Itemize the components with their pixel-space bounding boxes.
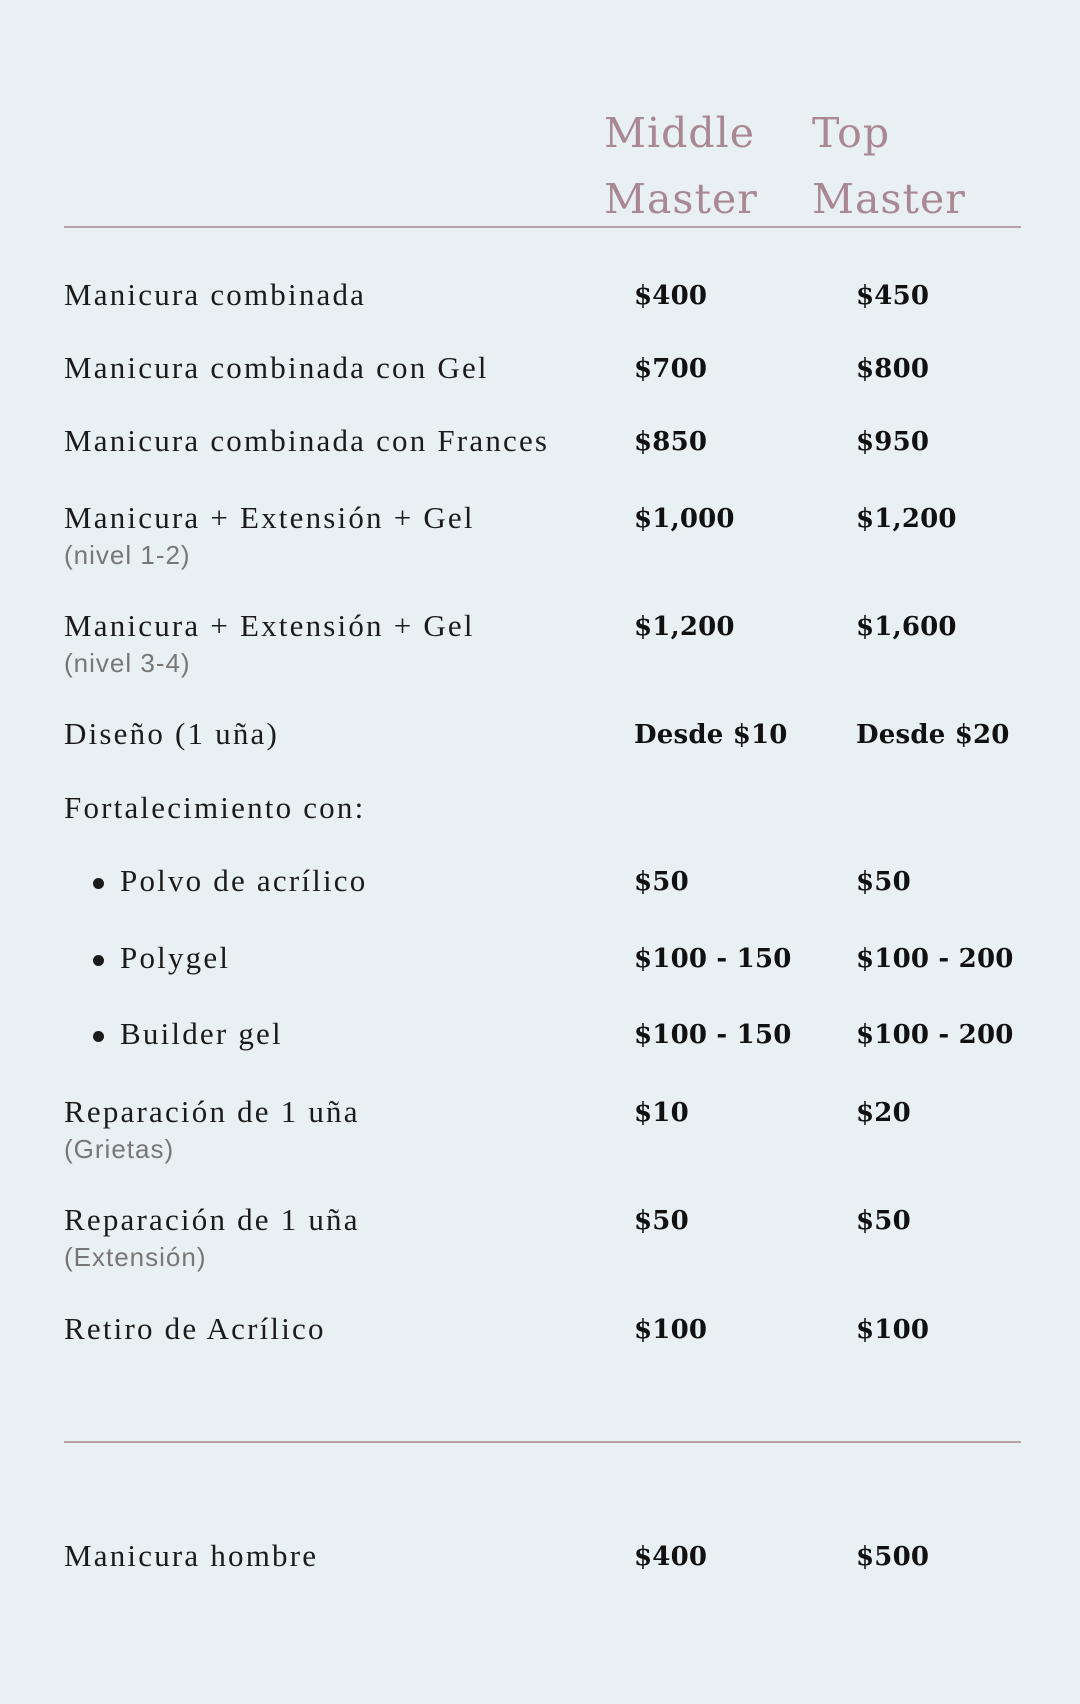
top-master-price: $100	[856, 1315, 930, 1345]
service-detail: (nivel 1-2)	[64, 540, 191, 570]
service-row	[0, 1202, 1080, 1292]
top-master-price: $800	[856, 354, 930, 384]
top-master-header-line1: Top	[812, 109, 891, 157]
service-name: Reparación de 1 uña	[64, 1202, 360, 1237]
top-master-price: $100 - 200	[856, 1020, 1014, 1050]
service-name: Manicura hombre	[64, 1538, 319, 1573]
service-name: Manicura combinada con Gel	[64, 350, 489, 385]
top-master-header	[812, 100, 966, 232]
service-row	[0, 1311, 1080, 1381]
service-group-heading	[0, 790, 1080, 860]
service-row	[0, 1094, 1080, 1184]
middle-master-price: $100	[634, 1315, 708, 1345]
service-name: Manicura + Extensión + Gel	[64, 608, 475, 643]
service-detail: (Extensión)	[64, 1242, 207, 1272]
service-row	[0, 940, 1080, 1010]
top-master-price: $950	[856, 427, 930, 457]
middle-master-header-line2: Master	[604, 175, 758, 223]
top-master-price: $50	[856, 1206, 911, 1236]
service-detail: (Grietas)	[64, 1134, 175, 1164]
top-master-price: $50	[856, 867, 911, 897]
top-master-price: $450	[856, 281, 930, 311]
top-master-price: $100 - 200	[856, 944, 1014, 974]
service-name: Diseño (1 uña)	[64, 716, 280, 751]
service-row	[0, 423, 1080, 493]
service-name: Polvo de acrílico	[120, 863, 368, 898]
bullet-icon	[93, 878, 104, 889]
middle-master-price: $100 - 150	[634, 1020, 792, 1050]
bullet-icon	[93, 1031, 104, 1042]
top-master-price: $20	[856, 1098, 911, 1128]
section-divider	[64, 1441, 1021, 1443]
service-name: Fortalecimiento con:	[64, 790, 366, 825]
bullet-icon	[93, 955, 104, 966]
top-master-price: $500	[856, 1542, 930, 1572]
service-row	[0, 350, 1080, 420]
top-master-price: $1,200	[856, 504, 957, 534]
service-name: Retiro de Acrílico	[64, 1311, 326, 1346]
top-master-price: $1,600	[856, 612, 957, 642]
service-name: Manicura combinada con Frances	[64, 423, 550, 458]
middle-master-price: $100 - 150	[634, 944, 792, 974]
service-row	[0, 863, 1080, 933]
middle-master-price: $400	[634, 1542, 708, 1572]
middle-master-price: $1,000	[634, 504, 735, 534]
middle-master-price: $700	[634, 354, 708, 384]
service-row	[0, 608, 1080, 698]
middle-master-price: $10	[634, 1098, 689, 1128]
middle-master-header	[604, 100, 758, 232]
service-row	[0, 716, 1080, 786]
service-name: Manicura combinada	[64, 277, 367, 312]
middle-master-price: $1,200	[634, 612, 735, 642]
service-name: Builder gel	[120, 1016, 283, 1051]
header-divider	[64, 226, 1021, 228]
middle-master-price: $850	[634, 427, 708, 457]
top-master-header-line2: Master	[812, 175, 966, 223]
middle-master-price: $50	[634, 867, 689, 897]
service-row	[0, 277, 1080, 347]
service-detail: (nivel 3-4)	[64, 648, 191, 678]
middle-master-price: $50	[634, 1206, 689, 1236]
service-row	[0, 1016, 1080, 1086]
service-name: Reparación de 1 uña	[64, 1094, 360, 1129]
top-master-price: Desde $20	[856, 720, 1010, 750]
middle-master-price: Desde $10	[634, 720, 788, 750]
middle-master-header-line1: Middle	[604, 109, 755, 157]
middle-master-price: $400	[634, 281, 708, 311]
service-row	[0, 500, 1080, 590]
service-name: Polygel	[120, 940, 231, 975]
service-name: Manicura + Extensión + Gel	[64, 500, 475, 535]
service-row	[0, 1538, 1080, 1608]
